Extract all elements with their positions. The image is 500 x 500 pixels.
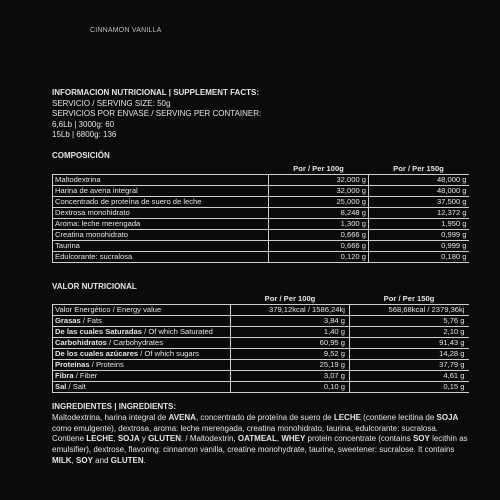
table-row (53, 371, 469, 382)
ingredients-text: Maltodextrina, harina integral de AVENA, concentrado de proteína de suero de LECHE (contiene lecitina de SOJA como emulgente), dextrosa, aroma: leche merengada, creatina monohidrato, taurina, edulcorante: sucralosa. Contiene LECHE, SOJA y GLUTEN. / Maltodextrin, OATMEAL, WHEY protein concentrate (contains SOY lecithin as emulsifier), dextrose, flavoring: cinnamon vanilla, creatine monohydrate, taurine, sweetener: sucralose. It contains MILK, SOY and GLUTEN. (52, 412, 468, 465)
value-150g: 12,372 g (369, 208, 469, 219)
value-100g: 32,000 g (269, 175, 369, 186)
nutrient-name: De los cuales azúcares / Of which sugars (53, 349, 231, 360)
value-150g: 5,76 g (350, 316, 469, 327)
ingredient-name: Maltodextrina (53, 175, 269, 186)
value-100g: 1,300 g (269, 219, 369, 230)
ingredient-name: Edulcorante: sucralosa (53, 252, 269, 263)
nutrient-name: De las cuales Saturadas / Of which Saturated (53, 327, 231, 338)
composition-col-150g: Por / Per 150g (393, 164, 444, 174)
value-150g: 48,000 g (369, 175, 469, 186)
ingredients-section (52, 402, 472, 467)
table-row (53, 316, 469, 327)
nutrition-col-100g: Por / Per 100g (264, 294, 316, 304)
value-150g: 14,28 g (350, 349, 469, 360)
ingredient-name: Concentrado de proteína de suero de leche (53, 197, 269, 208)
table-row (53, 241, 469, 252)
ingredient-name: Harina de avena integral (53, 186, 269, 197)
value-150g: 48,000 g (369, 186, 469, 197)
value-100g: 9,52 g (231, 349, 350, 360)
nutrition-header-row (53, 294, 469, 305)
value-100g: 8,248 g (269, 208, 369, 219)
ingredient-name: Aroma: leche merengada (53, 219, 269, 230)
value-100g: 0,666 g (269, 241, 369, 252)
table-row (53, 327, 469, 338)
facts-title: INFORMACION NUTRICIONAL | SUPPLEMENT FACTS: (52, 88, 259, 97)
table-row (53, 349, 469, 360)
value-100g: 0,10 g (231, 382, 350, 393)
table-row (53, 208, 469, 219)
table-row (53, 230, 469, 241)
composition-title: COMPOSICIÓN (52, 151, 110, 160)
value-100g: 3,84 g (231, 316, 350, 327)
value-150g: 568,68kcal / 2379,36kj (350, 305, 469, 316)
nutrition-table (52, 294, 469, 393)
serving-size: SERVICIO / SERVING SIZE: 50g (52, 98, 171, 108)
value-100g: 1,40 g (231, 327, 350, 338)
servings-6-6lb: 6,6Lb | 3000g: 60 (52, 119, 115, 129)
composition-col-100g: Por / Per 100g (293, 164, 344, 174)
value-150g: 37,500 g (369, 197, 469, 208)
table-row (53, 338, 469, 349)
nutrient-name: Sal / Salt (53, 382, 231, 393)
value-100g: 3,07 g (231, 371, 350, 382)
nutrient-name: Carbohidratos / Carbohydrates (53, 338, 231, 349)
value-150g: 0,180 g (369, 252, 469, 263)
table-row (53, 197, 469, 208)
ingredient-name: Dextrosa monohidrato (53, 208, 269, 219)
composition-header-row (53, 164, 469, 175)
value-100g: 379,12kcal / 1586,24kj (231, 305, 350, 316)
flavor-label: CINNAMON VANILLA (90, 27, 162, 34)
value-150g: 0,999 g (369, 241, 469, 252)
ingredients-title: INGREDIENTES | INGREDIENTS: (52, 402, 177, 411)
table-row (53, 305, 469, 316)
composition-table (52, 164, 469, 263)
table-row (53, 252, 469, 263)
table-row (53, 186, 469, 197)
value-150g: 91,43 g (350, 338, 469, 349)
value-150g: 0,15 g (350, 382, 469, 393)
value-150g: 37,79 g (350, 360, 469, 371)
nutrient-name: Grasas / Fats (53, 316, 231, 327)
servings-per-container: SERVICIOS POR ENVASE / SERVING PER CONTAINER: (52, 109, 262, 119)
value-100g: 0,120 g (269, 252, 369, 263)
nutrient-name: Fibra / Fiber (53, 371, 231, 382)
value-100g: 25,19 g (231, 360, 350, 371)
table-row (53, 382, 469, 393)
nutrition-title: VALOR NUTRICIONAL (52, 282, 137, 291)
ingredient-name: Taurina (53, 241, 269, 252)
value-150g: 4,61 g (350, 371, 469, 382)
ingredient-name: Creatina monohidrato (53, 230, 269, 241)
supplement-facts (52, 88, 261, 141)
nutrient-name: Proteínas / Proteins (53, 360, 231, 371)
nutrition-col-150g: Por / Per 150g (383, 294, 435, 304)
servings-15lb: 15Lb | 6800g: 136 (52, 130, 117, 140)
nutrient-name: Valor Energético / Energy value (53, 305, 231, 316)
value-100g: 60,95 g (231, 338, 350, 349)
value-100g: 25,000 g (269, 197, 369, 208)
table-row (53, 219, 469, 230)
table-row (53, 360, 469, 371)
value-150g: 1,950 g (369, 219, 469, 230)
value-100g: 0,666 g (269, 230, 369, 241)
table-row (53, 175, 469, 186)
value-150g: 2,10 g (350, 327, 469, 338)
value-150g: 0,999 g (369, 230, 469, 241)
value-100g: 32,000 g (269, 186, 369, 197)
